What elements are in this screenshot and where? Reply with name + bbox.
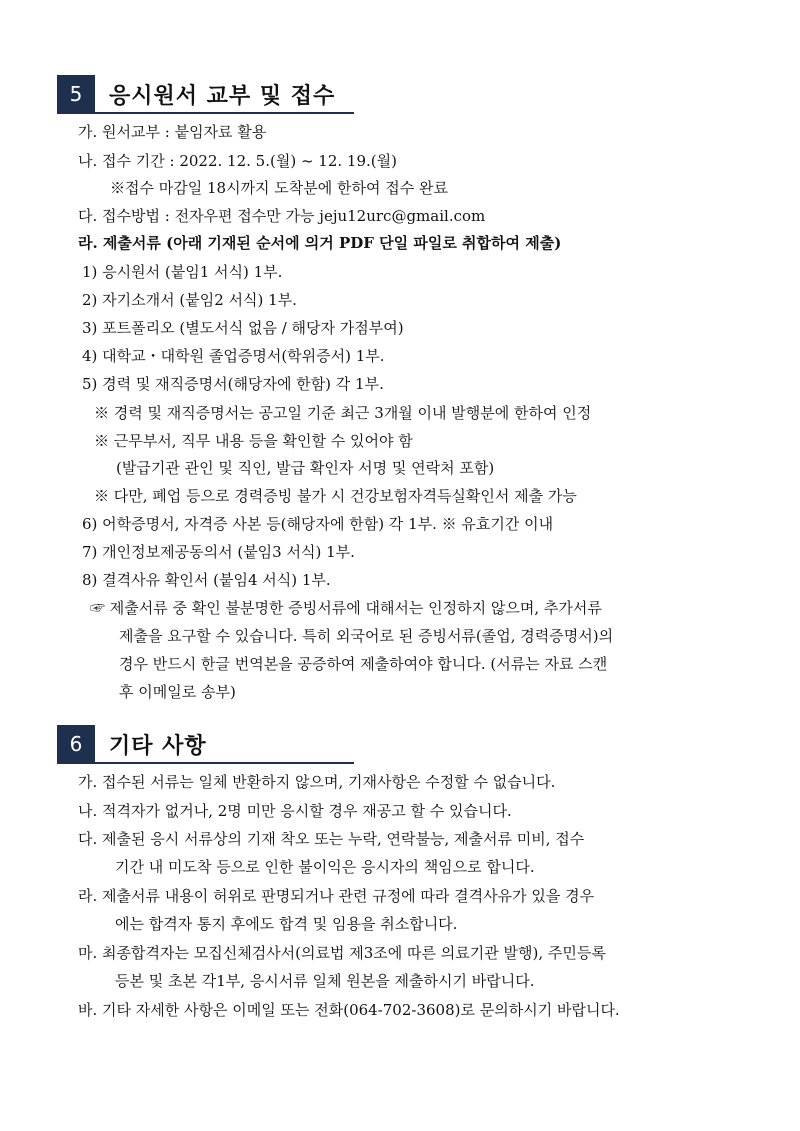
note-line: 제출을 요구할 수 있습니다. 특히 외국어로 된 증빙서류(졸업, 경력증명서)의	[119, 627, 614, 645]
note-line: ☞ 제출서류 중 확인 불분명한 증빙서류에 대해서는 인정하지 않으며, 추가서류	[90, 599, 602, 617]
section-title: 기타 사항	[109, 733, 207, 759]
list-item: 7) 개인정보제공동의서 (붙임3 서식) 1부.	[82, 543, 355, 561]
text-line: 가. 접수된 서류는 일체 반환하지 않으며, 기재사항은 수정할 수 없습니다.	[78, 773, 556, 791]
note-line: ※ 다만, 폐업 등으로 경력증빙 불가 시 건강보험자격득실확인서 제출 가능	[94, 487, 577, 505]
text-line: 나. 적격자가 없거나, 2명 미만 응시할 경우 재공고 할 수 있습니다.	[78, 802, 512, 820]
text-line: 에는 합격자 통지 후에도 합격 및 임용을 취소합니다.	[115, 915, 458, 933]
text-line: ※접수 마감일 18시까지 도착분에 한하여 접수 완료	[110, 179, 449, 197]
text-line: 라. 제출서류 (아래 기재된 순서에 의거 PDF 단일 파일로 취합하여 제출)	[78, 234, 562, 252]
text-line: 기간 내 미도착 등으로 인한 불이익은 응시자의 책임으로 합니다.	[115, 858, 535, 876]
section-5-heading	[57, 75, 335, 113]
text-line: 라. 제출서류 내용이 허위로 판명되거나 관련 규정에 따라 결격사유가 있을 경우	[78, 887, 595, 905]
text-line: 바. 기타 자세한 사항은 이메일 또는 전화(064-702-3608)로 문의하시기 바랍니다.	[78, 1001, 620, 1019]
list-item: 4) 대학교・대학원 졸업증명서(학위증서) 1부.	[82, 347, 385, 365]
section-number: 5	[57, 75, 95, 113]
text-line: 마. 최종합격자는 모집신체검사서(의료법 제3조에 따른 의료기관 발행), 주민등록	[78, 944, 606, 962]
text-line: 다. 접수방법 : 전자우편 접수만 가능 jeju12urc@gmail.com	[78, 207, 486, 225]
list-item: 3) 포트폴리오 (별도서식 없음 / 해당자 가점부여)	[82, 319, 404, 337]
list-item: 8) 결격사유 확인서 (붙임4 서식) 1부.	[82, 571, 331, 589]
note-line: ※ 경력 및 재직증명서는 공고일 기준 최근 3개월 이내 발행분에 한하여 인정	[94, 404, 592, 422]
note-line: (발급기관 관인 및 직인, 발급 확인자 서명 및 연락처 포함)	[116, 459, 495, 477]
note-line: ※ 근무부서, 직무 내용 등을 확인할 수 있어야 함	[94, 432, 413, 450]
section-number: 6	[57, 725, 95, 763]
section-6-heading	[57, 725, 207, 763]
list-item: 6) 어학증명서, 자격증 사본 등(해당자에 한함) 각 1부. ※ 유효기간 이내	[82, 515, 554, 533]
note-line: 후 이메일로 송부)	[119, 683, 236, 701]
note-line: 경우 반드시 한글 번역본을 공증하여 제출하여야 합니다. (서류는 자료 스캔	[119, 655, 608, 673]
text-line: 나. 접수 기간 : 2022. 12. 5.(월) ~ 12. 19.(월)	[78, 152, 397, 170]
section-title: 응시원서 교부 및 접수	[109, 83, 336, 109]
list-item: 1) 응시원서 (붙임1 서식) 1부.	[82, 263, 283, 281]
list-item: 2) 자기소개서 (붙임2 서식) 1부.	[82, 291, 297, 309]
text-line: 다. 제출된 응시 서류상의 기재 착오 또는 누락, 연락불능, 제출서류 미비, 접수	[78, 830, 585, 848]
section-underline	[57, 112, 354, 114]
list-item: 5) 경력 및 재직증명서(해당자에 한함) 각 1부.	[82, 375, 384, 393]
section-underline	[57, 762, 354, 764]
text-line: 가. 원서교부 : 붙임자료 활용	[78, 123, 267, 141]
text-line: 등본 및 초본 각1부, 응시서류 일체 원본을 제출하시기 바랍니다.	[115, 972, 535, 990]
